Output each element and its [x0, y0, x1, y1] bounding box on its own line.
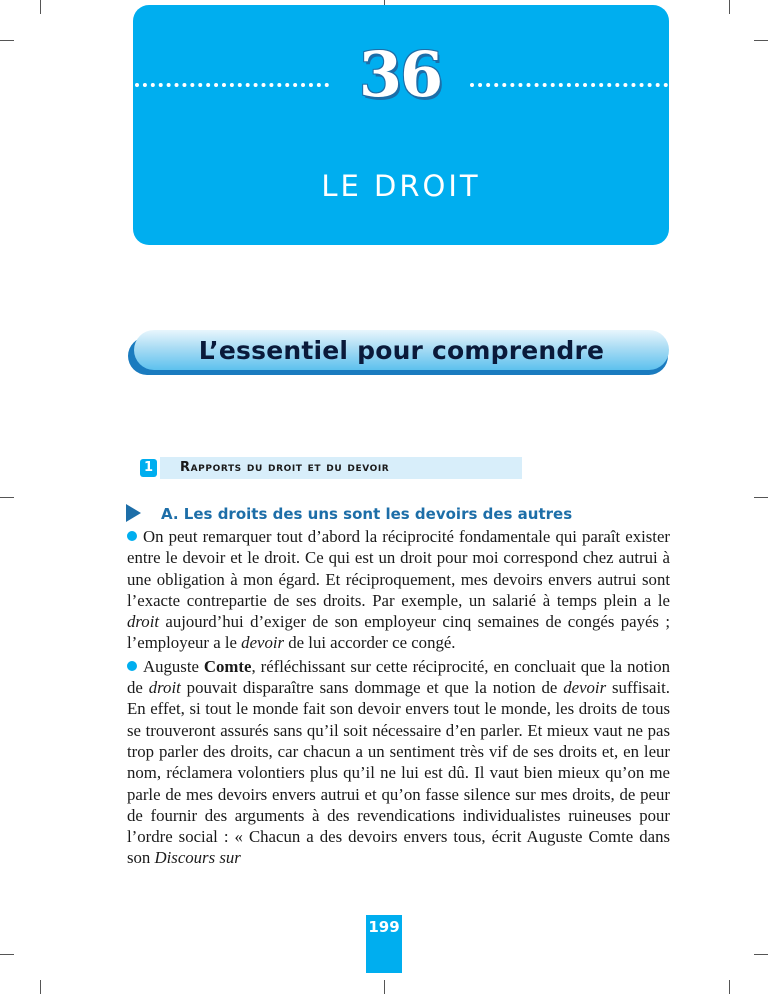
chapter-number: 36	[358, 38, 442, 111]
crop-mark	[754, 497, 768, 498]
italic-text: devoir	[563, 678, 607, 698]
crop-mark	[729, 0, 730, 14]
crop-mark	[40, 0, 41, 14]
crop-mark	[754, 954, 768, 955]
paragraph	[127, 656, 670, 869]
banner-label: L’essentiel pour comprendre	[198, 335, 605, 365]
text: , réfléchissant sur cette réciprocité, en concluait que la notion de	[127, 656, 670, 698]
dotted-rule-left	[135, 83, 329, 93]
body-text	[127, 526, 670, 871]
chapter-title: LE DROIT	[321, 169, 481, 203]
text: pouvait disparaître sans dommage et que la notion de	[180, 678, 564, 698]
crop-mark	[754, 40, 768, 41]
page-number: 199	[368, 918, 400, 936]
section-title: Rapports du droit et du devoir	[180, 460, 390, 475]
section-banner	[134, 330, 669, 370]
italic-text: devoir	[241, 633, 285, 653]
crop-mark	[729, 980, 730, 994]
triangle-arrow-icon	[126, 504, 141, 522]
text: Auguste	[143, 656, 204, 676]
section-number: 1	[140, 459, 157, 477]
crop-mark	[0, 954, 14, 955]
italic-text: droit	[127, 612, 160, 632]
italic-text: Discours sur	[154, 848, 241, 868]
text: de lui accorder ce congé.	[284, 633, 456, 653]
text: On peut remarquer tout d’abord la réciprocité fondamentale qui paraît exister entre le devoir et le droit. Ce qui est un droit pour moi correspond chez autrui à une obligation à mon égard. Et réciproquement, mes devoirs envers autrui sont l’exacte contrepartie de ses droits. Par exemple, un salarié à temps plein a le	[127, 527, 670, 610]
paragraph	[127, 526, 670, 654]
crop-mark	[384, 980, 385, 994]
crop-mark	[0, 40, 14, 41]
crop-mark	[40, 980, 41, 994]
subsection-title: A. Les droits des uns sont les devoirs des autres	[161, 505, 573, 523]
text: suffisait. En effet, si tout le monde fait son devoir envers tout le monde, les droits de tous se trouveront assurés sans qu’il soit nécessaire d’en parler. Et mieux vaut ne pas trop parler des droits, car chacun a un sentiment très vif de ses droits et, en leur nom, réclamera volontiers plus qu’il ne lui est dû. Il vaut bien mieux qu’on me parle de mes devoirs envers autrui et qu’on fasse silence sur mes droits, de peur de fournir des arguments à des revendications individualistes ruineuses pour l’ordre social : « Chacun a des devoirs envers tous, écrit Auguste Comte dans son	[127, 678, 670, 868]
italic-text: droit	[148, 678, 181, 698]
bullet-icon	[127, 531, 137, 541]
dotted-rule-right	[470, 83, 668, 93]
bold-text: Comte	[203, 656, 252, 676]
text: aujourd’hui d’exiger de son employeur cinq semaines de congés payés ; l’employeur a le	[127, 612, 670, 653]
crop-mark	[0, 497, 14, 498]
bullet-icon	[127, 661, 137, 671]
